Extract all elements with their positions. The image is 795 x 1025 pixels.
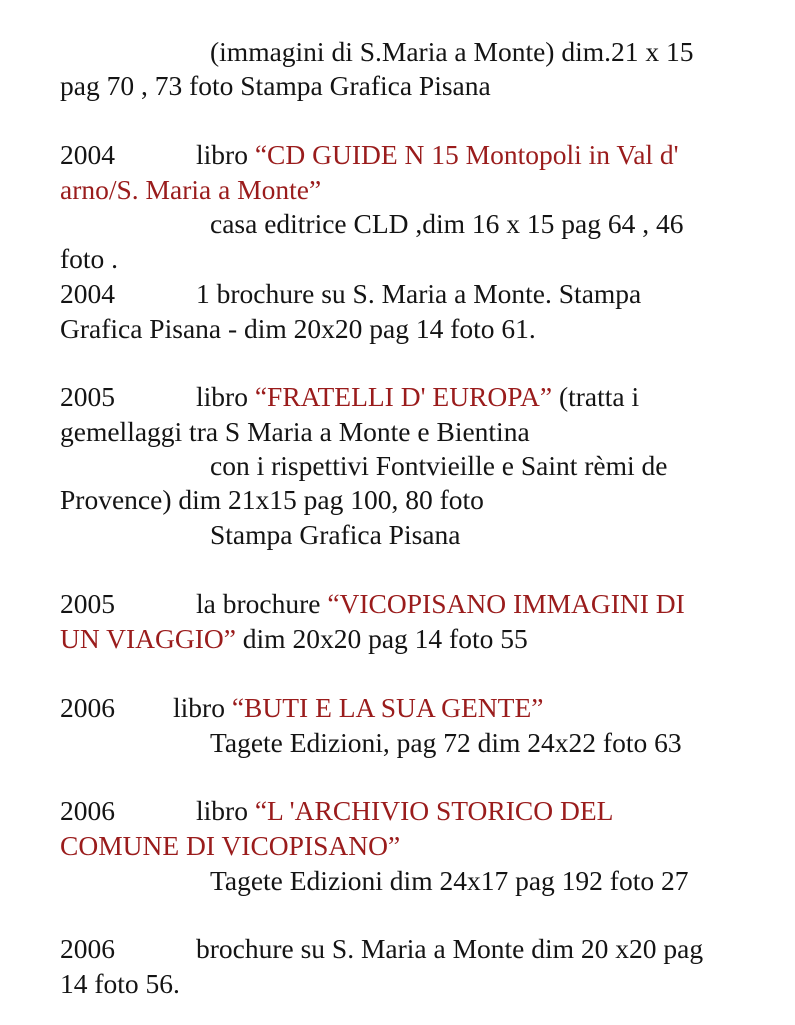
book-title: “VICOPISANO IMMAGINI DI <box>327 588 685 619</box>
text-line: Provence) dim 21x15 pag 100, 80 foto <box>60 484 484 515</box>
text-line: Tagete Edizioni dim 24x17 pag 192 foto 27 <box>210 865 689 896</box>
entry-year: 2005 <box>60 588 115 619</box>
text-line: Stampa Grafica Pisana <box>210 519 461 550</box>
entry-year: 2006 <box>60 692 115 723</box>
text-line: con i rispettivi Fontvieille e Saint rèmi de <box>210 450 668 481</box>
text-line: Grafica Pisana - dim 20x20 pag 14 foto 61. <box>60 313 536 344</box>
entry-year: 2004 <box>60 278 115 309</box>
text-line: libro “FRATELLI D' EUROPA” (tratta i <box>196 381 640 412</box>
book-title: “CD GUIDE N 15 Montopoli in Val d' <box>254 139 679 170</box>
text-line: libro “BUTI E LA SUA GENTE” <box>173 692 544 723</box>
book-title: “L 'ARCHIVIO STORICO DEL <box>254 795 614 826</box>
entry-year: 2006 <box>60 933 115 964</box>
text-line: libro “CD GUIDE N 15 Montopoli in Val d' <box>196 139 679 170</box>
book-title: “BUTI E LA SUA GENTE” <box>231 692 544 723</box>
book-title: arno/S. Maria a Monte” <box>60 174 322 205</box>
text-line: 14 foto 56. <box>60 968 180 999</box>
text-line: brochure su S. Maria a Monte dim 20 x20 pag <box>196 933 704 964</box>
text-line: la brochure “VICOPISANO IMMAGINI DI <box>196 588 685 619</box>
entry-year: 2004 <box>60 139 115 170</box>
entry-year: 2005 <box>60 381 115 412</box>
text-line: foto . <box>60 243 119 274</box>
text-line: casa editrice CLD ,dim 16 x 15 pag 64 , 46 <box>210 208 684 239</box>
book-title: COMUNE DI VICOPISANO” <box>60 830 401 861</box>
text-line: gemellaggi tra S Maria a Monte e Bientina <box>60 416 530 447</box>
text-line: (immagini di S.Maria a Monte) dim.21 x 15 <box>210 36 694 67</box>
text-line: 1 brochure su S. Maria a Monte. Stampa <box>196 278 642 309</box>
text-line: Tagete Edizioni, pag 72 dim 24x22 foto 63 <box>210 727 682 758</box>
book-title: “FRATELLI D' EUROPA” <box>254 381 553 412</box>
entry-year: 2006 <box>60 795 115 826</box>
book-title: UN VIAGGIO” <box>60 623 236 654</box>
text-line: pag 70 , 73 foto Stampa Grafica Pisana <box>60 70 491 101</box>
text-line: UN VIAGGIO” dim 20x20 pag 14 foto 55 <box>60 623 528 654</box>
text-line: libro “L 'ARCHIVIO STORICO DEL <box>196 795 614 826</box>
